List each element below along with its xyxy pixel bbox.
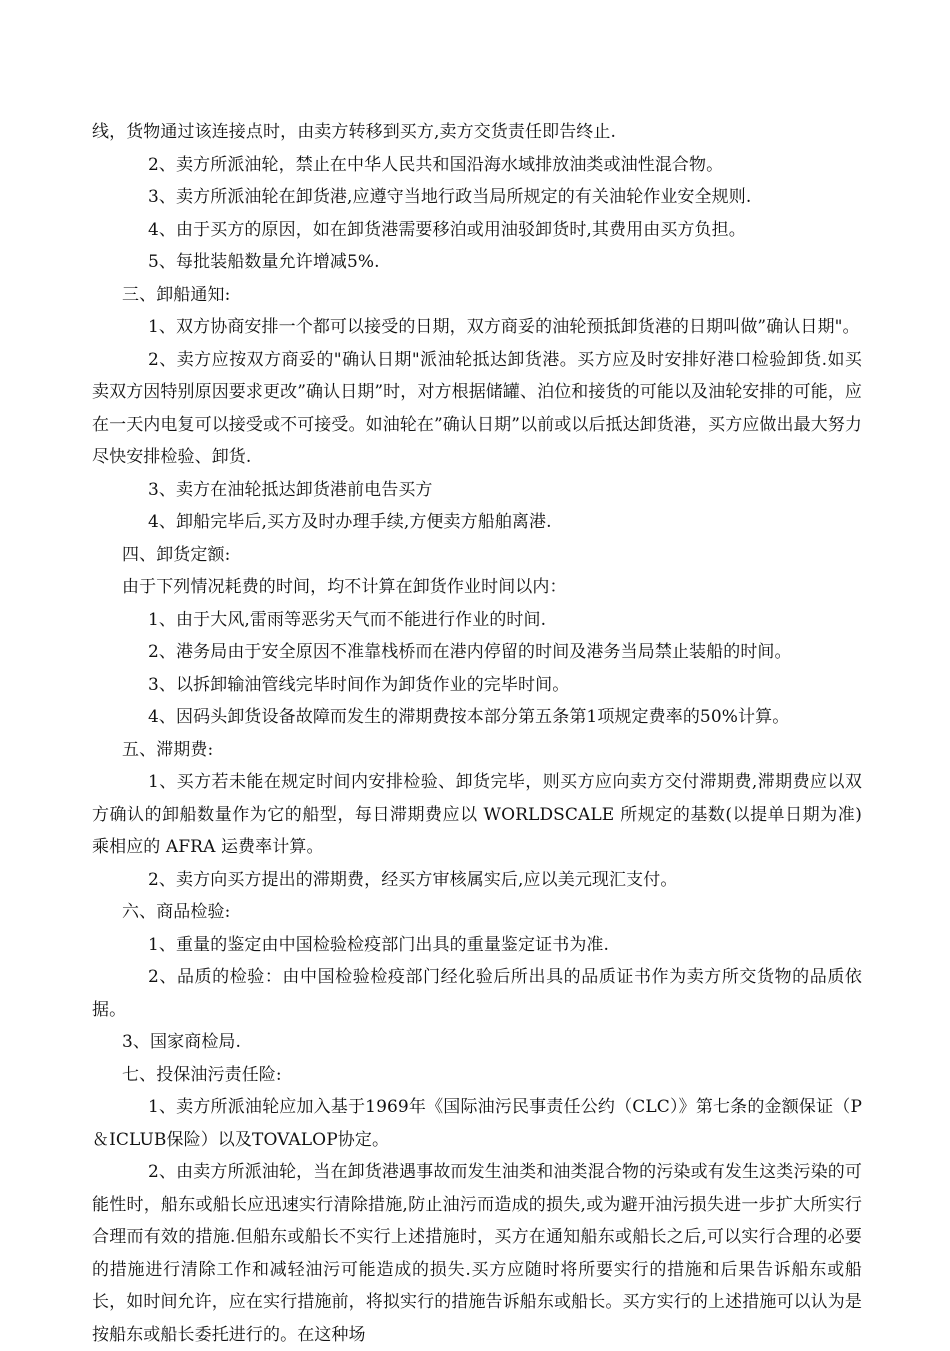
paragraph: 4、因码头卸货设备故障而发生的滞期费按本部分第五条第1项规定费率的50%计算。 <box>148 707 790 727</box>
paragraph: 4、卸船完毕后,买方及时办理手续,方便卖方船舶离港. <box>148 512 552 532</box>
paragraph: 5、每批装船数量允许增减5%. <box>148 252 380 272</box>
paragraph: 4、由于买方的原因，如在卸货港需要移泊或用油驳卸货时,其费用由买方负担。 <box>148 219 746 240</box>
paragraph: 线，货物通过该连接点时，由卖方转移到买方,卖方交货责任即告终止. <box>92 122 617 142</box>
paragraph: 2、卖方向买方提出的滞期费，经买方审核属实后,应以美元现汇支付。 <box>148 869 678 890</box>
paragraph: 3、以拆卸输油管线完毕时间作为卸货作业的完毕时间。 <box>148 674 570 695</box>
paragraph: 1、买方若未能在规定时间内安排检验、卸货完毕，则买方应向卖方交付滞期费,滞期费应以双方确认的卸船数量作为它的船型，每日滞期费应以 WORLDSCALE 所规定的基数(以提单日期为准)乘相应的 AFRA 运费率计算。 <box>92 772 862 857</box>
paragraph: 七、投保油污责任险: <box>122 1064 282 1085</box>
paragraph: 2、卖方所派油轮，禁止在中华人民共和国沿海水域排放油类或油性混合物。 <box>148 154 724 175</box>
paragraph: 3、卖方所派油轮在卸货港,应遵守当地行政当局所规定的有关油轮作业安全规则. <box>148 187 752 207</box>
paragraph: 2、卖方应按双方商妥的"确认日期"派油轮抵达卸货港。买方应及时安排好港口检验卸货.如买卖双方因特别原因要求更改”确认日期”时，对方根据储罐、泊位和接货的可能以及油轮安排的可能，应在一天内电复可以接受或不可接受。如油轮在”确认日期”以前或以后抵达卸货港，买方应做出最大努力尽快安排检验、卸货. <box>92 349 862 467</box>
paragraph: 3、卖方在油轮抵达卸货港前电告买方 <box>148 479 433 500</box>
paragraph: 1、由于大风,雷雨等恶劣天气而不能进行作业的时间. <box>148 609 547 630</box>
paragraph: 3、国家商检局. <box>122 1032 242 1052</box>
paragraph: 1、重量的鉴定由中国检验检疫部门出具的重量鉴定证书为准. <box>148 934 610 955</box>
document-body <box>92 116 862 1351</box>
paragraph: 2、由卖方所派油轮，当在卸货港遇事故而发生油类和油类混合物的污染或有发生这类污染的可能性时，船东或船长应迅速实行清除措施,防止油污而造成的损失,或为避开油污损失进一步扩大所实行合理而有效的措施.但船东或船长不实行上述措施时，买方在通知船东或船长之后,可以实行合理的必要的措施进行清除工作和减轻油污可能造成的损失.买方应随时将所要实行的措施和后果告诉船东或船长，如时间允许，应在实行措施前，将拟实行的措施告诉船东或船长。买方实行的上述措施可以认为是按船东或船长委托进行的。在这种场 <box>92 1162 862 1345</box>
paragraph: 六、商品检验: <box>122 902 231 922</box>
paragraph: 1、卖方所派油轮应加入基于1969年《国际油污民事责任公约（CLC）》第七条的金额保证（P＆ICLUB保险）以及TOVALOP协定。 <box>92 1097 862 1150</box>
paragraph: 四、卸货定额: <box>122 544 231 565</box>
paragraph: 三、卸船通知: <box>122 284 231 305</box>
paragraph: 1、双方协商安排一个都可以接受的日期，双方商妥的油轮预抵卸货港的日期叫做”确认日期"。 <box>148 317 860 337</box>
paragraph: 2、品质的检验：由中国检验检疫部门经化验后所出具的品质证书作为卖方所交货物的品质依据。 <box>92 967 862 1020</box>
paragraph: 五、滞期费: <box>122 739 214 760</box>
paragraph: 由于下列情况耗费的时间，均不计算在卸货作业时间以内： <box>122 577 567 597</box>
paragraph: 2、港务局由于安全原因不准靠栈桥而在港内停留的时间及港务当局禁止装船的时间。 <box>148 642 792 662</box>
